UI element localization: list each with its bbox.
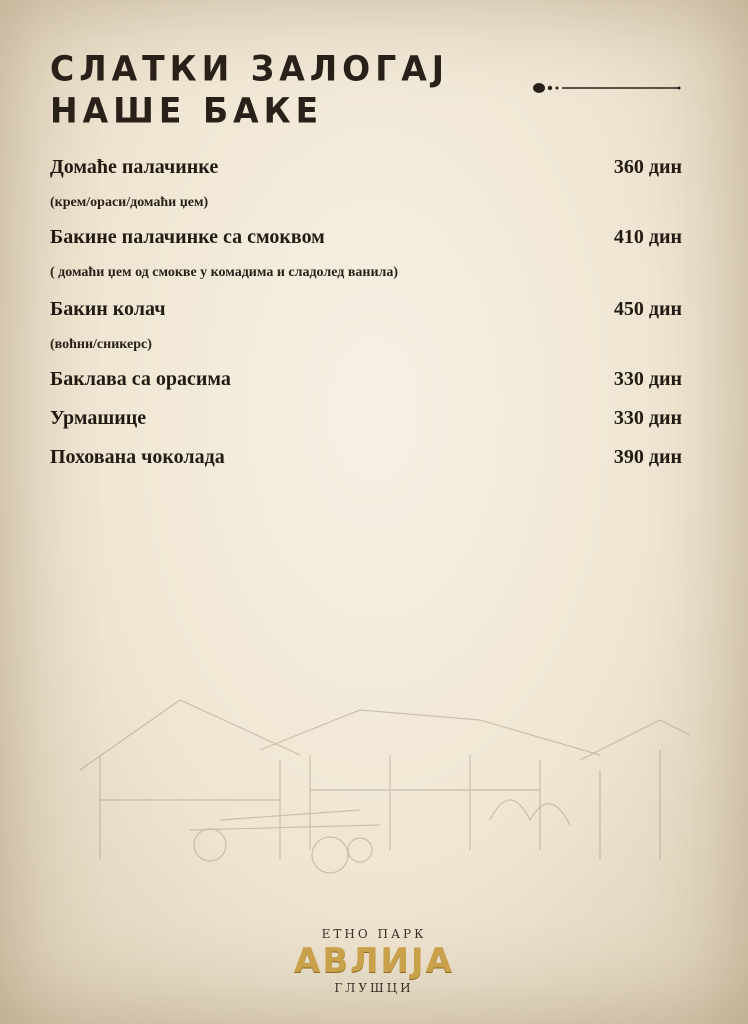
menu-item — [50, 298, 682, 368]
menu-item-price: 390 дин — [613, 446, 682, 468]
menu-item-description: (крем/ораси/домаћи џем) — [50, 195, 209, 210]
menu-list — [50, 156, 682, 485]
village-sketch-illustration — [60, 660, 690, 900]
menu-item — [50, 407, 682, 446]
menu-item — [50, 156, 682, 226]
menu-item-price: 450 дин — [613, 298, 682, 320]
logo-bottom-text: ГЛУШЦИ — [334, 981, 414, 995]
menu-item-price: 330 дин — [613, 368, 682, 390]
menu-item-price: 330 дин — [613, 407, 682, 429]
menu-item-name: Баклава са орасима — [50, 368, 231, 390]
menu-item-name: Бакине палачинке са смоквом — [50, 226, 325, 248]
menu-item-description: ( домаћи џем од смокве у комадима и сладолед ванила) — [50, 265, 399, 280]
menu-item-price: 360 дин — [613, 156, 682, 178]
logo-main-text: АВЛИЈА — [294, 941, 454, 981]
menu-item-name: Урмашице — [50, 407, 147, 429]
menu-item-name: Бакин колач — [50, 298, 166, 320]
menu-item-description: (воћни/сникерс) — [50, 337, 152, 352]
flourish-divider-icon — [532, 78, 682, 98]
brand-logo — [0, 927, 748, 995]
menu-item — [50, 446, 682, 485]
menu-item-name: Домаће палачинке — [50, 156, 219, 178]
logo-top-text: ЕТНО ПАРК — [321, 927, 427, 941]
menu-item-price: 410 дин — [613, 226, 682, 248]
menu-item — [50, 368, 682, 407]
menu-item-name: Похована чоколада — [50, 446, 225, 468]
menu-item — [50, 226, 682, 298]
page-title — [50, 48, 449, 132]
title-line-2: НАШЕ БАКЕ — [50, 90, 324, 131]
title-line-1: СЛАТКИ ЗАЛОГАЈ — [50, 48, 450, 89]
